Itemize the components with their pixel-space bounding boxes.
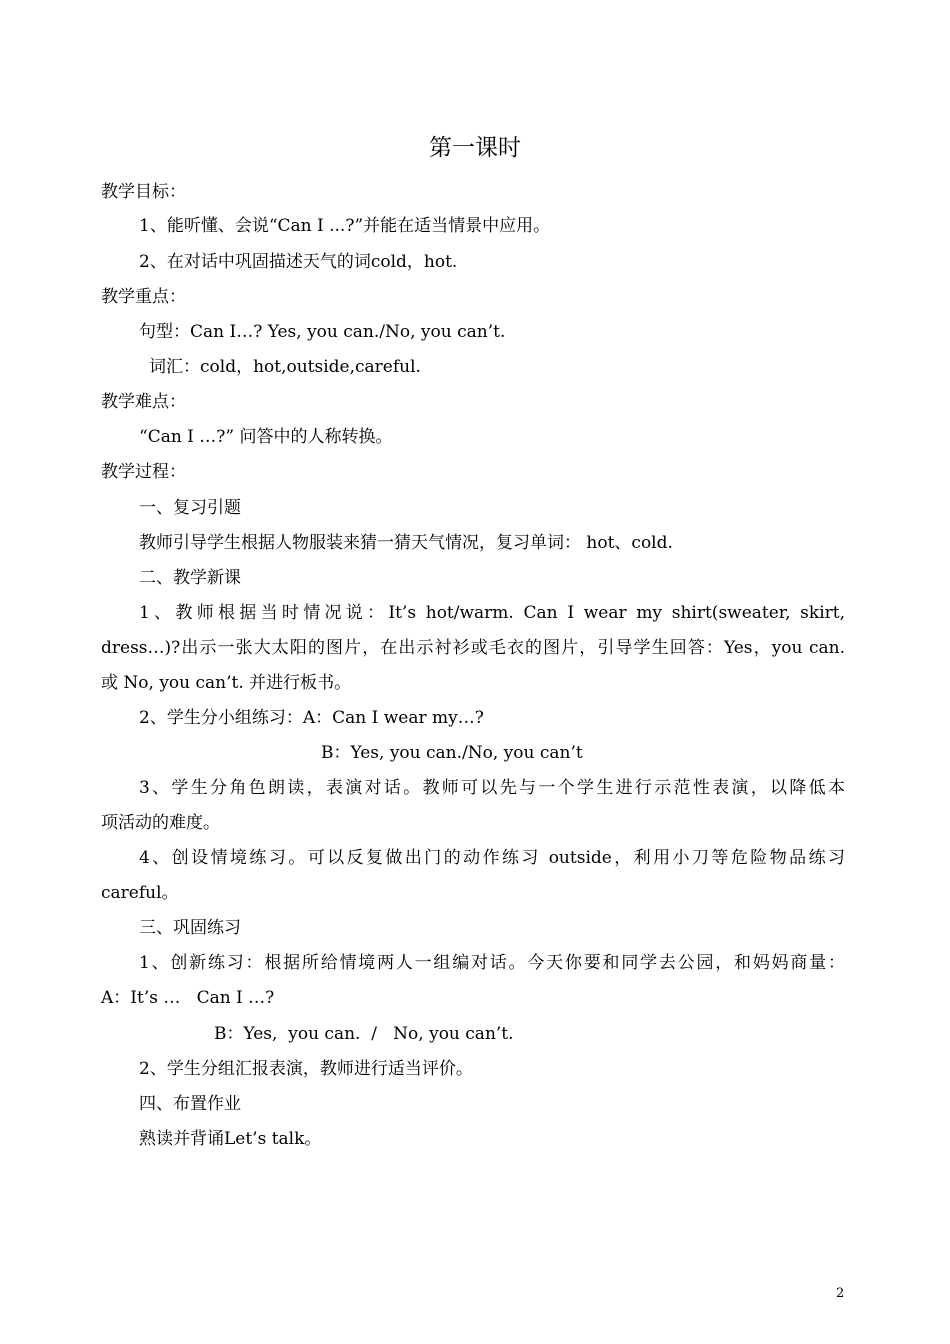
new-lesson-step-4-line-1: 4、创设情境练习。可以反复做出门的动作练习 outside，利用小刀等危险物品练习 bbox=[139, 848, 845, 868]
new-lesson-step-1-line-3: 或 No, you can’t. 并进行板书。 bbox=[101, 673, 352, 693]
consolidation-step-2: 2、学生分组汇报表演，教师进行适当评价。 bbox=[139, 1059, 473, 1079]
new-lesson-step-3-line-1: 3、学生分角色朗读，表演对话。教师可以先与一个学生进行示范性表演，以降低本 bbox=[139, 778, 845, 798]
objective-1: 1、能听懂、会说“Can I ...?”并能在适当情景中应用。 bbox=[139, 216, 551, 236]
new-lesson-step-4-line-2: careful。 bbox=[101, 883, 179, 903]
section-heading-objectives: 教学目标： bbox=[101, 182, 186, 202]
new-lesson-step-2-line-1: 2、学生分小组练习：A：Can I wear my…? bbox=[139, 708, 484, 728]
homework-text: 熟读并背诵Let’s talk。 bbox=[139, 1129, 322, 1149]
step-heading-review: 一、复习引题 bbox=[139, 498, 241, 518]
consolidation-step-1-line-2: A：It’s … Can I …? bbox=[101, 988, 275, 1008]
objective-2: 2、在对话中巩固描述天气的词cold，hot. bbox=[139, 252, 458, 272]
key-point-sentence: 句型：Can I…? Yes, you can./No, you can’t. bbox=[139, 322, 506, 342]
step-heading-new-lesson: 二、教学新课 bbox=[139, 568, 241, 588]
page-title: 第一课时 bbox=[429, 135, 521, 161]
new-lesson-step-3-line-2: 项活动的难度。 bbox=[101, 813, 220, 833]
new-lesson-step-1-line-1: 1、教师根据当时情况说：It’s hot/warm. Can I wear my shirt(sweater, skirt, bbox=[139, 603, 845, 623]
section-heading-process: 教学过程： bbox=[101, 462, 186, 482]
section-heading-key-points: 教学重点： bbox=[101, 287, 186, 307]
difficulty-text: “Can I …?” 问答中的人称转换。 bbox=[139, 427, 393, 447]
consolidation-step-1-line-3: B：Yes, you can. / No, you can’t. bbox=[214, 1024, 514, 1044]
step-heading-consolidation: 三、巩固练习 bbox=[139, 918, 241, 938]
review-text: 教师引导学生根据人物服装来猜一猜天气情况，复习单词： hot、cold. bbox=[139, 533, 673, 553]
key-point-vocabulary: 词汇：cold，hot,outside,careful. bbox=[149, 357, 421, 377]
new-lesson-step-2-line-2: B：Yes, you can./No, you can’t bbox=[321, 743, 583, 763]
step-heading-homework: 四、布置作业 bbox=[139, 1094, 241, 1114]
new-lesson-step-1-line-2: dress…)?出示一张大太阳的图片，在出示衬衫或毛衣的图片，引导学生回答：Yes，you can. bbox=[101, 638, 845, 658]
section-heading-difficulties: 教学难点： bbox=[101, 392, 186, 412]
consolidation-step-1-line-1: 1、创新练习：根据所给情境两人一组编对话。今天你要和同学去公园，和妈妈商量： bbox=[139, 953, 845, 973]
page-number: 2 bbox=[836, 1286, 845, 1301]
